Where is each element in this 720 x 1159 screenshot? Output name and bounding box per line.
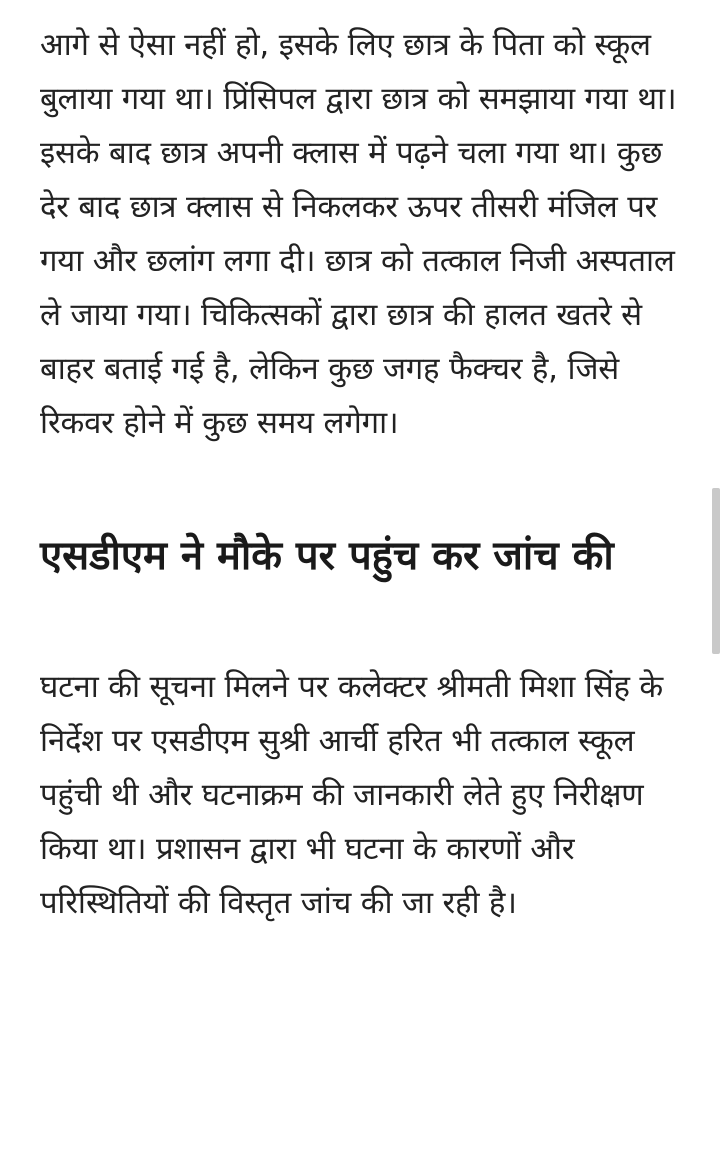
section-heading: एसडीएम ने मौके पर पहुंच कर जांच की — [40, 533, 614, 579]
article-body — [40, 18, 680, 930]
article-paragraph-2: घटना की सूचना मिलने पर कलेक्टर श्रीमती मिशा सिंह के निर्देश पर एसडीएम सुश्री आर्ची हरित भी तत्काल स्कूल पहुंची थी और घटनाक्रम की जानकारी लेते हुए निरीक्षण किया था। प्रशासन द्वारा भी घटना के कारणों और परिस्थितियों की विस्तृत जांच की जा रही है। — [40, 669, 664, 921]
scrollbar-thumb[interactable] — [712, 488, 720, 654]
article-paragraph-1: आगे से ऐसा नहीं हो, इसके लिए छात्र के पिता को स्कूल बुलाया गया था। प्रिंसिपल द्वारा छात्र को समझाया गया था। इसके बाद छात्र अपनी क्लास में पढ़ने चला गया था। कुछ देर बाद छात्र क्लास से निकलकर ऊपर तीसरी मंजिल पर गया और छलांग लगा दी। छात्र को तत्काल निजी अस्पताल ले जाया गया। चिकित्सकों द्वारा छात्र की हालत खतरे से बाहर बताई गई है, लेकिन कुछ जगह फैक्चर है, जिसे रिकवर होने में कुछ समय लगेगा। — [40, 27, 677, 441]
